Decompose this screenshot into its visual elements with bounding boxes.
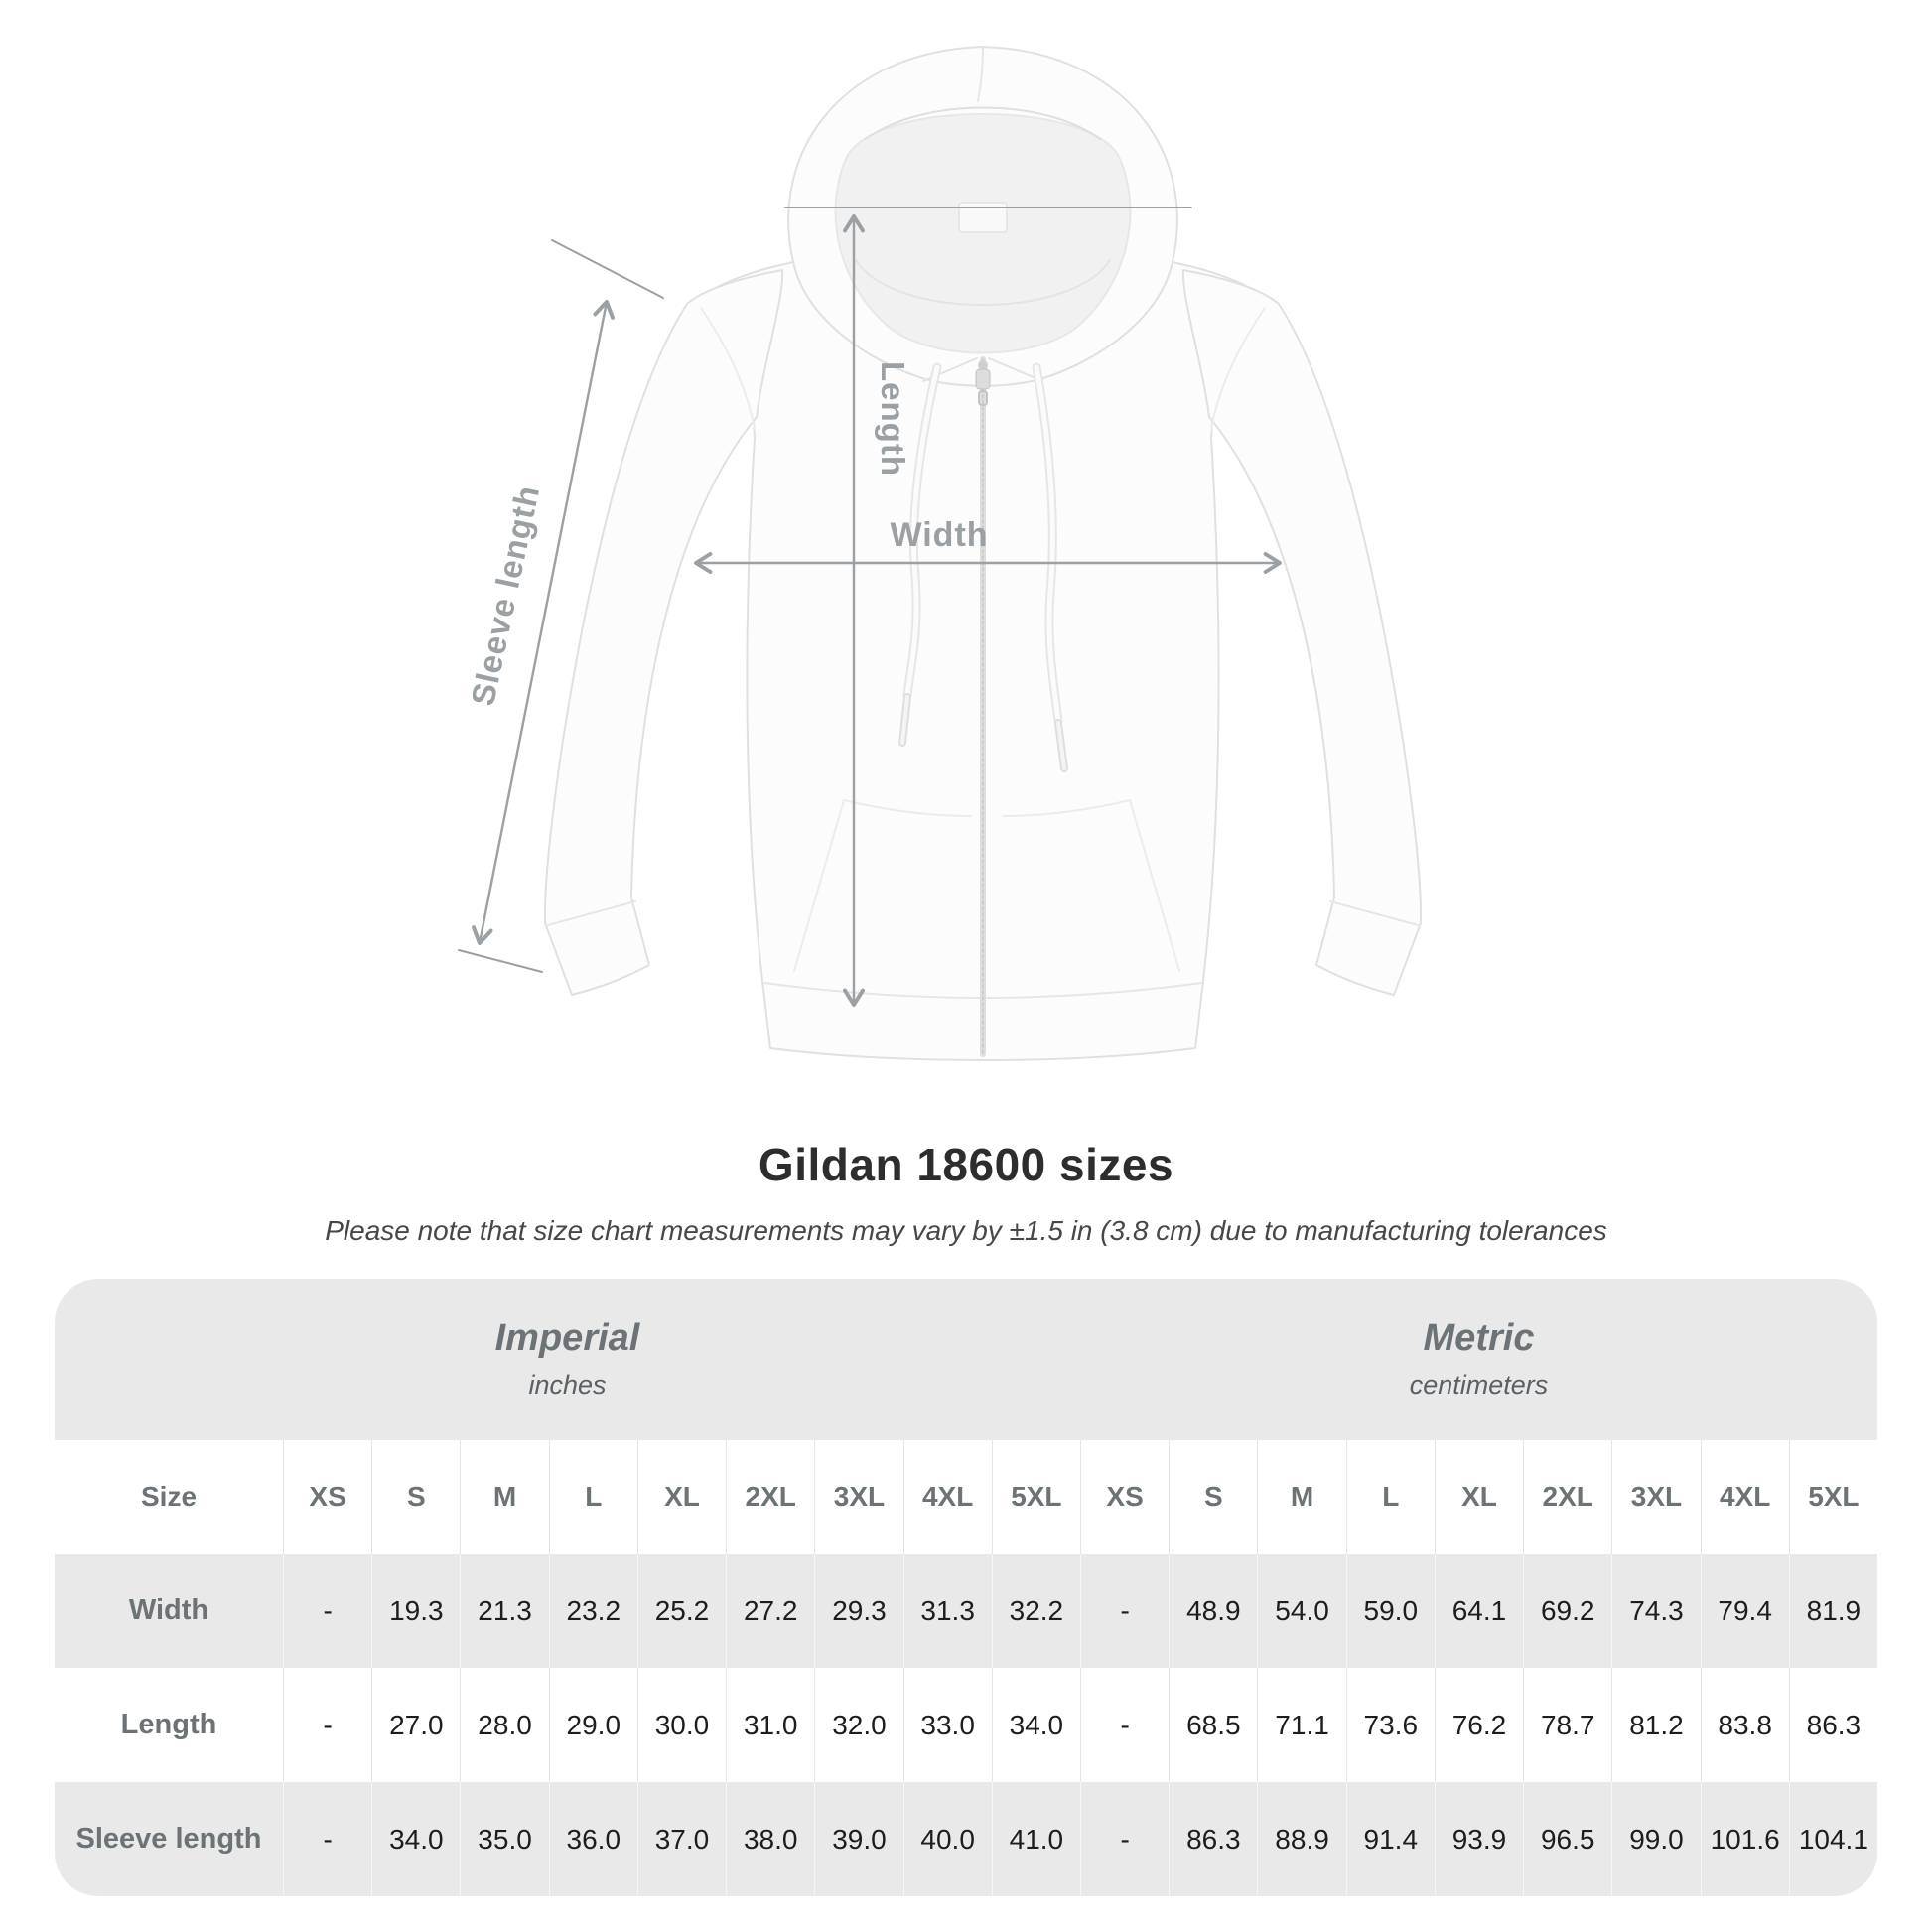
value-cell: 48.9 <box>1169 1554 1257 1668</box>
value-cell: 30.0 <box>637 1668 726 1782</box>
value-cell: 73.6 <box>1346 1668 1435 1782</box>
value-cell: 74.3 <box>1611 1554 1700 1668</box>
value-cell: - <box>1080 1782 1169 1896</box>
size-header-cell: 4XL <box>903 1440 992 1554</box>
sleeve-measure-label: Sleeve length <box>464 482 547 709</box>
value-cell: 76.2 <box>1435 1668 1523 1782</box>
table-row-sleeve-length <box>55 1782 1877 1896</box>
value-cell: 59.0 <box>1346 1554 1435 1668</box>
value-cell: - <box>283 1668 371 1782</box>
value-cell: 29.0 <box>549 1668 637 1782</box>
value-cell: 68.5 <box>1169 1668 1257 1782</box>
value-cell: 36.0 <box>549 1782 637 1896</box>
value-cell: 39.0 <box>814 1782 902 1896</box>
imperial-header <box>55 1279 1080 1440</box>
size-header-cell: 5XL <box>1789 1440 1877 1554</box>
value-cell: 32.0 <box>814 1668 902 1782</box>
value-cell: 34.0 <box>371 1782 460 1896</box>
size-header-cell: 2XL <box>726 1440 814 1554</box>
value-cell: 27.0 <box>371 1668 460 1782</box>
zipper-pull <box>976 369 990 389</box>
tolerance-note: Please note that size chart measurements may vary by ±1.5 in (3.8 cm) due to manufacturing tolerances <box>325 1215 1607 1246</box>
value-cell: 41.0 <box>992 1782 1080 1896</box>
table-row-length <box>55 1668 1877 1782</box>
row-label: Sleeve length <box>75 1823 262 1855</box>
size-header-cell: XL <box>1435 1440 1523 1554</box>
sleeve-bottom-tick <box>459 950 542 972</box>
value-cell: 81.9 <box>1789 1554 1877 1668</box>
value-cell: 99.0 <box>1611 1782 1700 1896</box>
size-header-cell: S <box>371 1440 460 1554</box>
value-cell: 29.3 <box>814 1554 902 1668</box>
size-header-cell: L <box>549 1440 637 1554</box>
value-cell: 35.0 <box>460 1782 548 1896</box>
metric-header <box>1080 1279 1877 1440</box>
value-cell: 21.3 <box>460 1554 548 1668</box>
value-cell: 71.1 <box>1257 1668 1345 1782</box>
value-cell: 33.0 <box>903 1668 992 1782</box>
imperial-unit: inches <box>528 1370 607 1400</box>
value-cell: 38.0 <box>726 1782 814 1896</box>
size-header-cell: XL <box>637 1440 726 1554</box>
value-cell: - <box>1080 1554 1169 1668</box>
size-header-cell: XS <box>283 1440 371 1554</box>
value-cell: 86.3 <box>1169 1782 1257 1896</box>
value-cell: 28.0 <box>460 1668 548 1782</box>
hood-interior <box>836 114 1131 353</box>
value-cell: 96.5 <box>1523 1782 1611 1896</box>
size-header-row <box>55 1440 1877 1554</box>
value-cell: 37.0 <box>637 1782 726 1896</box>
value-cell: 31.0 <box>726 1668 814 1782</box>
size-header-cell: 4XL <box>1701 1440 1789 1554</box>
size-header-cell: M <box>1257 1440 1345 1554</box>
row-label: Width <box>128 1594 209 1626</box>
size-header-cell: L <box>1346 1440 1435 1554</box>
value-cell: 83.8 <box>1701 1668 1789 1782</box>
value-cell: 19.3 <box>371 1554 460 1668</box>
value-cell: - <box>1080 1668 1169 1782</box>
value-cell: 101.6 <box>1701 1782 1789 1896</box>
value-cell: 81.2 <box>1611 1668 1700 1782</box>
value-cell: 86.3 <box>1789 1668 1877 1782</box>
value-cell: - <box>283 1782 371 1896</box>
value-cell: 32.2 <box>992 1554 1080 1668</box>
value-cell: 104.1 <box>1789 1782 1877 1896</box>
size-column-header: Size <box>140 1480 198 1512</box>
value-cell: 27.2 <box>726 1554 814 1668</box>
size-header-cell: M <box>460 1440 548 1554</box>
value-cell: 25.2 <box>637 1554 726 1668</box>
width-measure-label: Width <box>890 516 989 554</box>
metric-unit: centimeters <box>1409 1370 1549 1400</box>
value-cell: 93.9 <box>1435 1782 1523 1896</box>
value-cell: 31.3 <box>903 1554 992 1668</box>
value-cell: 91.4 <box>1346 1782 1435 1896</box>
value-cell: 78.7 <box>1523 1668 1611 1782</box>
value-cell: 79.4 <box>1701 1554 1789 1668</box>
value-cell: 64.1 <box>1435 1554 1523 1668</box>
value-cell: 88.9 <box>1257 1782 1345 1896</box>
unit-system-header <box>55 1279 1877 1440</box>
size-table <box>55 1279 1877 1896</box>
value-cell: - <box>283 1554 371 1668</box>
size-header-cell: XS <box>1080 1440 1169 1554</box>
page-title: Gildan 18600 sizes <box>758 1139 1174 1190</box>
value-cell: 34.0 <box>992 1668 1080 1782</box>
size-header-cell: 2XL <box>1523 1440 1611 1554</box>
size-header-cell: 5XL <box>992 1440 1080 1554</box>
sleeve-top-tick <box>552 240 663 298</box>
metric-title: Metric <box>1423 1317 1535 1359</box>
size-header-cell: 3XL <box>814 1440 902 1554</box>
imperial-title: Imperial <box>494 1317 640 1359</box>
length-measure-label: Length <box>875 361 911 477</box>
value-cell: 23.2 <box>549 1554 637 1668</box>
table-row-width <box>55 1554 1877 1668</box>
value-cell: 40.0 <box>903 1782 992 1896</box>
value-cell: 54.0 <box>1257 1554 1345 1668</box>
size-header-cell: S <box>1169 1440 1257 1554</box>
row-label: Length <box>120 1709 217 1740</box>
value-cell: 69.2 <box>1523 1554 1611 1668</box>
size-header-cell: 3XL <box>1611 1440 1700 1554</box>
